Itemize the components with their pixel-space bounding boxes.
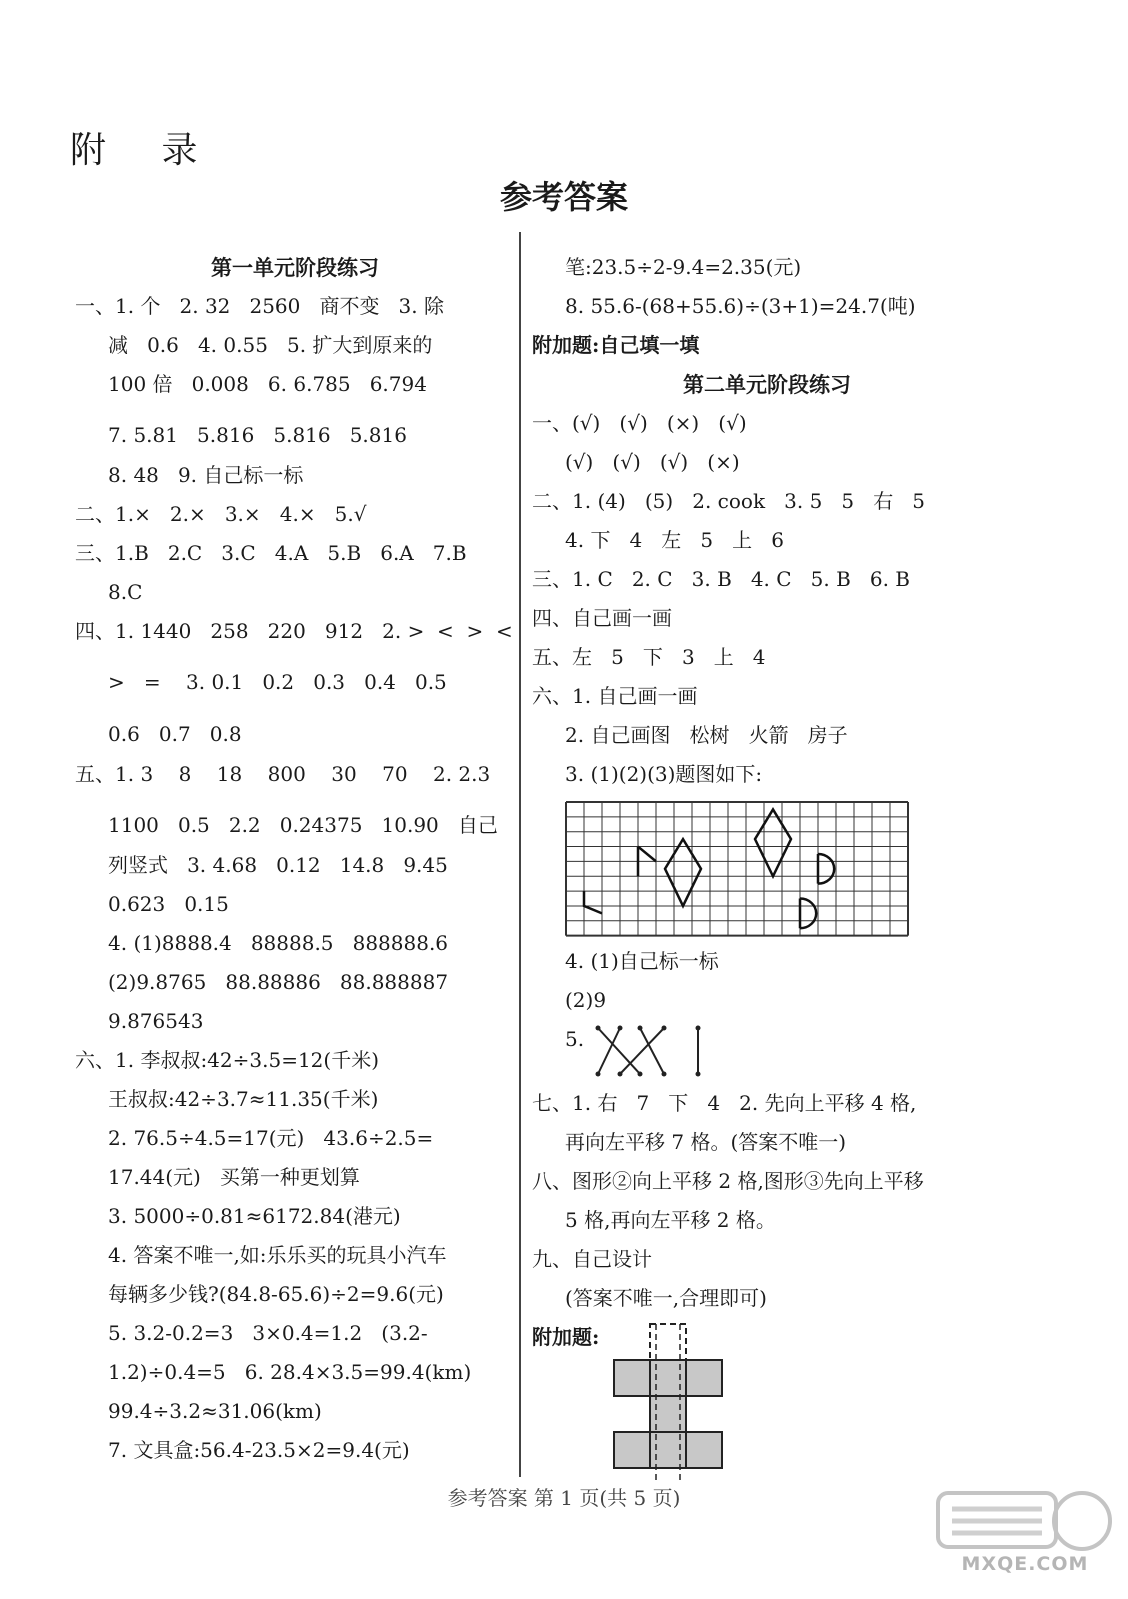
answer-line: 列竖式 3. 4.68 0.12 14.8 9.45 — [108, 853, 448, 877]
right-column — [532, 248, 1002, 1488]
answer-line: 4. (1)自己标一标 — [565, 949, 719, 973]
answer-line: 7. 文具盒:56.4-23.5×2=9.4(元) — [108, 1438, 410, 1462]
answer-line: 四、自己画一画 — [532, 606, 672, 630]
answer-line: 六、1. 李叔叔:42÷3.5=12(千米) — [75, 1048, 380, 1072]
answer-line: 五、1. 3 8 18 800 30 70 2. 2.3 — [75, 762, 491, 786]
answer-line: 七、1. 右 7 下 4 2. 先向上平移 4 格, — [532, 1091, 917, 1115]
answer-line: 4. 下 4 左 5 上 6 — [565, 528, 784, 552]
section-heading-unit2: 第二单元阶段练习 — [683, 372, 851, 397]
answer-line: 1.2)÷0.4=5 6. 28.4×3.5=99.4(km) — [108, 1360, 472, 1384]
grid-figure — [566, 802, 912, 936]
section-heading-unit1: 第一单元阶段练习 — [211, 255, 379, 280]
answer-line: 二、1. (4) (5) 2. cook 3. 5 5 右 5 — [532, 489, 925, 513]
answer-line: 2. 自己画图 松树 火箭 房子 — [565, 723, 848, 747]
answer-line: 三、1. C 2. C 3. B 4. C 5. B 6. B — [532, 567, 910, 591]
answer-line: 再向左平移 7 格。(答案不唯一) — [565, 1130, 847, 1154]
answer-line: 4. 答案不唯一,如:乐乐买的玩具小汽车 — [108, 1243, 447, 1267]
answer-line: 王叔叔:42÷3.7≈11.35(千米) — [108, 1087, 379, 1111]
answer-line: 5. — [565, 1027, 585, 1051]
left-column — [75, 248, 515, 1470]
translation-grid-figure — [532, 794, 1002, 942]
answer-line: 笔:23.5÷2-9.4=2.35(元) — [565, 255, 802, 279]
bonus-figure-row — [532, 1318, 1002, 1488]
answer-line: 每辆多少钱?(84.8-65.6)÷2=9.6(元) — [108, 1282, 444, 1306]
page-title: 参考答案 — [499, 178, 628, 216]
answer-line: 0.623 0.15 — [108, 892, 229, 916]
answer-line: 二、1.× 2.× 3.× 4.× 5.√ — [75, 502, 367, 526]
answer-line: 四、1. 1440 258 220 912 2. > < > < — [75, 619, 513, 643]
answer-line: > = 3. 0.1 0.2 0.3 0.4 0.5 — [108, 670, 447, 694]
watermark-logo — [930, 1485, 1120, 1585]
answer-line: 一、(√) (√) (×) (√) — [532, 411, 747, 435]
answer-line: 一、1. 个 2. 32 2560 商不变 3. 除 — [75, 294, 444, 318]
answer-line: 九、自己设计 — [532, 1247, 652, 1271]
answer-line: 八、图形②向上平移 2 格,图形③先向上平移 — [532, 1169, 924, 1193]
answer-line: 17.44(元) 买第一种更划算 — [108, 1165, 360, 1189]
answer-line: 99.4÷3.2≈31.06(km) — [108, 1399, 322, 1423]
answer-line: 1100 0.5 2.2 0.24375 10.90 自己 — [108, 813, 498, 837]
answer-line: 8. 55.6-(68+55.6)÷(3+1)=24.7(吨) — [565, 294, 916, 318]
answer-line: (答案不唯一,合理即可) — [565, 1286, 767, 1310]
appendix-heading: 附 录 — [70, 130, 220, 171]
answer-line: 六、1. 自己画一画 — [532, 684, 698, 708]
bonus-answer-line: 附加题:自己填一填 — [532, 333, 700, 357]
answer-line: 三、1.B 2.C 3.C 4.A 5.B 6.A 7.B — [75, 541, 467, 565]
answer-line: 9.876543 — [108, 1009, 204, 1033]
answer-line: 五、左 5 下 3 上 4 — [532, 645, 766, 669]
answer-line: (2)9 — [565, 988, 607, 1012]
answer-line: 5 格,再向左平移 2 格。 — [565, 1208, 776, 1232]
page-footer: 参考答案 第 1 页(共 5 页) — [447, 1486, 681, 1510]
answer-line: 2. 76.5÷4.5=17(元) 43.6÷2.5= — [108, 1126, 434, 1150]
answer-line: 8.C — [108, 580, 143, 604]
column-divider — [519, 232, 521, 1477]
answer-line: 5. 3.2-0.2=3 3×0.4=1.2 (3.2- — [108, 1321, 428, 1345]
matching-figure-row — [532, 1020, 1002, 1084]
answer-line: 8. 48 9. 自己标一标 — [108, 463, 304, 487]
answer-line: 7. 5.81 5.816 5.816 5.816 — [108, 423, 407, 447]
answer-line: (2)9.8765 88.88886 88.888887 — [108, 970, 449, 994]
answer-line: (√) (√) (√) (×) — [565, 450, 740, 474]
answer-line: 3. 5000÷0.81≈6172.84(港元) — [108, 1204, 401, 1228]
cube-net-figure — [614, 1324, 734, 1480]
watermark-text: MXQE.COM — [961, 1553, 1089, 1575]
bonus-label: 附加题: — [532, 1325, 600, 1349]
answer-line: 3. (1)(2)(3)题图如下: — [565, 762, 763, 786]
answer-line: 减 0.6 4. 0.55 5. 扩大到原来的 — [108, 333, 433, 357]
matching-lines-figure — [590, 1022, 710, 1082]
answer-line: 4. (1)8888.4 88888.5 888888.6 — [108, 931, 449, 955]
answer-line: 0.6 0.7 0.8 — [108, 722, 242, 746]
answer-line: 100 倍 0.008 6. 6.785 6.794 — [108, 372, 427, 396]
